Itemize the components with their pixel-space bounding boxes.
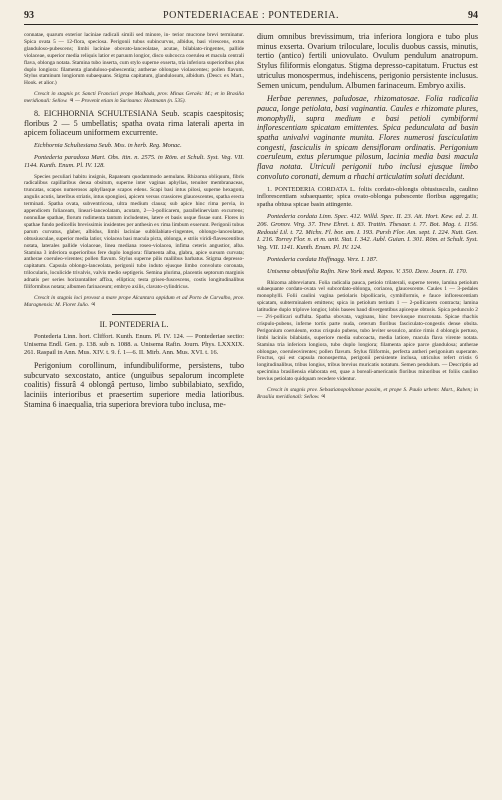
description: Species peculiari habitu insignis, Rapateam quodammodo aemulans. Rhizoma obliquum, fibris radicalibus capillaribus densa obsitum, superne inter vaginas aphyllas, tenuiter membranaceas, truncatas, scapos numerosos aphyllasque scapos edens. Scapi basi intus pilosi, superne hexagoni, angulis acutis, lateribus striatis, intus spongiosi, apicem versus crassiores glaucescentes, spatha erecta terminati. Spatha ovata, subventricosa, ultra medium clausa; sub apice hinc rima pervia, in appendicem foliaceam, lineari-lanceolatam, acutam, 2—3-pollicarem, parallelinerviam excurrens; nonnullae spathae, florum rudimenta tantum includentes, latere et basis usque fissae sunt. Flores in spathae fundo pedicellis brevissimis insidentes per anthesin ex rima limbum exserunt. Perigonii tubus parum curvatus, glaber, albidus, limbi laciniae subbilabiato-ringentes, oblongo-lanceolatae, obtusiusculae, superior media latior, violacea basi macula picta, oblonga, e striis viridi-flavescentibus notata, laterales pallide violaceae, linea mediana roseo-violacea, infima ceteris angustior, alba. Stamina 3 inferiora superioribus fere duplo longiora: filamenta alba, glabra, apice sursum curvata; antherae coeruleo-virentes; pollen flavum. Stylus superne pilis mallibus barbatus. Stigma depresso-capitatum. Capsula oblongo-lanceolata, perigonii tubo induto ejusque limbo convoluto coronata, trilocularis, loculicide trivalvis, valvis medio septigeris. Semina plurima, placentis septorum marginis adnatis per series horizontaliter affixa, elliptica; testa griseo-fuscescens, costis longitudinalibus filiformibus notata; albumen farinaceum; embryo axilis, clavato-cylindricus. xyxy=(24,173,244,291)
locality-note: Crescit in stagnis pr. Sancti Francisci prope Malhada, prov. Minas Geraës: M.; et in Brasilia meridionali: Sellow. ♃ — Provenit etiam in Surinamo: Hostmann (n. 535). xyxy=(24,91,244,105)
genus-characters: Herbae perennes, paludosae, rhizomatosae. Folia radicalia pauca, longe petiolata, basi vaginantia. Caules e rhizomate plures, monophylli, supra medium e basi petioli cymbiformi inflorescentiam spicatam emittentes. Spica pedunculata ad basin spatha univalvi vaginante munita. Flores numerosi fasciculatim congesti, fasciculis in spicam densifloram ordinatis. Perigonium coeruleum, extus plerumque pilosum, lacinia media basi macula flava notata. Utriculi perigonii tubo inclusi ejusque limbo convoluto coronati, demum a rhachi articulatim soluti decidunt. xyxy=(257,94,478,181)
genus-synonymy: Pontederia Linn. hort. Cliffort. Kunth. Enum. Pl. IV. 124. — Pontederiae sectio: Unisema Endl. Gen. p. 138. sub n. 1088. a. Unisema Rafin. Journ. Phys. LXXXIX. 261. Raspail in Ann. Mus. XIV. t. 9. f. 1—6. II. Mirb. Ann. Mus. XVI. t. 16. xyxy=(24,333,244,357)
left-column xyxy=(24,32,244,786)
genus-description: Perigonium corollinum, infundibuliforme, persistens, tubo subcurvato sexcostato, antice (unguibus sepalorum incomplete coalitis) fissurâ 4 oblongâ pertuso, limbo subbilabiato, sexfido, laciniis interioribus et praesertim superiore media latioribus. Stamina 6 inaequalia, tria superiora breviora tubo inclusa, me- xyxy=(24,360,244,409)
synonym: Unisema obtusifolia Rafin. New York med. Repos. V. 350. Desv. Journ. II. 170. xyxy=(267,267,468,275)
synonym: Eichhornia Schultesiana Seub. Mss. in herb. Reg. Monac. xyxy=(34,142,182,150)
paragraph: connatae, quarum exterior laciniae radicali simili sed minore, in- terior mucrone brevi terminatur. Spica ovata 5 — 12-flora, speciosa. Perigonii tubus subincurvus, albidus, basi virescens, extus glanduloso-pubescens; limbi laciniae obovato-lanceolatae, acutae, bilabiato-ringentes, pallide violaceae, superior media reliquis latior et paruum longior, disco subcocca coerulea et macula centrali flava, oblonga notata. Stamina tubo inserta, cum stylo superne exserta, tria inferiora superioribus plus duplo longiora: filamenta glanduloso-pubescentia; antherae oblongae violascentes; pollen flavum. Stylus staminum longiorum subaequans. Stigma capitatum, glandulosum, albidum. (Descr. ex Mart., Hook. et alior.) xyxy=(24,32,244,87)
synonym: Pontederia cordata Linn. Spec. 412. Willd. Spec. II. 23. Ait. Hort. Kew. ed. 2. II. 206. Gronov. Virg. 37. Trew Ehret. t. 83. Trattin. Thesaur. t. 77. Bot. Mag. t. 1156. Redouté Lil. t. 72. Michx. Fl. bor. am. I. 193. Pursh Flor. Am. sept. I. 224. Nutt. Gen. I. 216. Torrey Flor. n. et m. unit. Stat. I. 342. Aubl. Guian. I. 301. Röm. et Schult. Syst. Veg. VII. 1141. Kunth. Enum. Pl. IV. 124. xyxy=(257,212,478,252)
running-head: PONTEDERIACEAE : PONTEDERIA. xyxy=(163,10,339,21)
locality-note: Crescit in stagnis loci provost a mare prope Alcantara oppidum et ad Porto de Carvalho, prov. Maragnensis: M. Floret Julio. ♃ xyxy=(24,294,244,308)
synonym: Pontederia cordata Hoffmagg. Verz. I. 187. xyxy=(267,255,378,263)
page-header xyxy=(24,10,478,25)
genus-heading: II. PONTEDERIA L. xyxy=(99,319,169,329)
genus-description-cont: dium omnibus brevissimum, tria inferiora longiora e tubo plus minus exserta. Ovarium triloculare, loculis duobus cassis, minutis, tertio (antico) fertili uniovulato. Ovulum pendulum anatropum. Stylus filiformis elongatus. Stigma depresso-capitatum. Fructus est utriculus monospermus, indehiscens, perigonio persistente inclusus. Semen unicum, pendulum. Albumen farinaceum. Embryo axilis. xyxy=(257,32,478,90)
page-number-right: 94 xyxy=(468,10,478,21)
page-number-left: 93 xyxy=(24,10,34,21)
synonym: Pontederia paradoxa Mart. Obs. itin. n. 2575. in Röm. et Schult. Syst. Veg. VII. 1144. Kunth. Enum. Pl. IV. 128. xyxy=(24,153,244,169)
species-heading: 1. PONTEDERIA CORDATA L. foliis cordato-oblongis obtusiusculis, caulino inflorescentiam subaequante; spica ovato-oblonga pubescente floribus aggregatis; spatha obtusa spicae basin attingente. xyxy=(257,185,478,209)
section-divider xyxy=(112,314,156,315)
right-column xyxy=(257,32,478,786)
locality-note: Crescit in stagnis prov. Sebastianopolitanae passim, et prope S. Paulo urbem: Mart., Raben; in Brasilia meridionali: Sellow. ♃ xyxy=(257,387,478,401)
species-heading: 8. EICHHORNIA SCHULTESIANA Seub. scapis caespitosis; floribus 2 — 5 umbellatis; spatha ovata rima laterali aperta in apicem foliaceum uniformem excurrente. xyxy=(24,109,244,138)
description: Rhizoma abbreviatum. Folia radicalia pauca, petiolo trilaterali, superne terete, lamina petiolum subaequante cordato-ovata vel subcordato-oblonga, coriacea, glaucescente. Caules 1 — 3-pedales monophylli. Folii caulini vagina petiolaris bipollicaris, cymbiformis, e fauce inflorescentiam spicatam, subterminalem emittens; spica in petiolum tertium 1 — 2-pollicarem contracta; lamina latitudine duplo triplove longior, lobis basees haud divergentibus apiceque obtusis. Spica pedunculo 2 — 2½-pollicari suffulta. Spatha obovata, vaginans, hinc breviusque mucronata. Spicae rhachis crispulo-pubens, inferne tortis parte nuda, ceterum floribus fasciculato-congestis dense obsita. Perigonium coeruleum, extus crispulo pubens, tubo leviter sexsulco, antice rimis 4 oblongis pertuso, limbi laciniis bilabiatis, superiore media subcoacta, media latiore, macula flava virente notata. Stamina tria inferiora longiora, tubo duplo longiora; filamenta apice parce glandulosa; antherae oblongae, coeruleovirentes; pollen flavum. Stylus filiformis, perfecta antheri perigonium superante. Fructus, qui est capsula monosperma, perigonii persistente inclusa, utriculus refert cristis 6 longitudinalibus, tribus longius, tribus brevius muricatis notatum. Semen pendulum. — Descriptio ad specimina brasiliensia elaborata est, quae a boreali-americanis floribus minoribus et foliis caulino brevius petiolato quidquam recedere videntur. xyxy=(257,279,478,383)
